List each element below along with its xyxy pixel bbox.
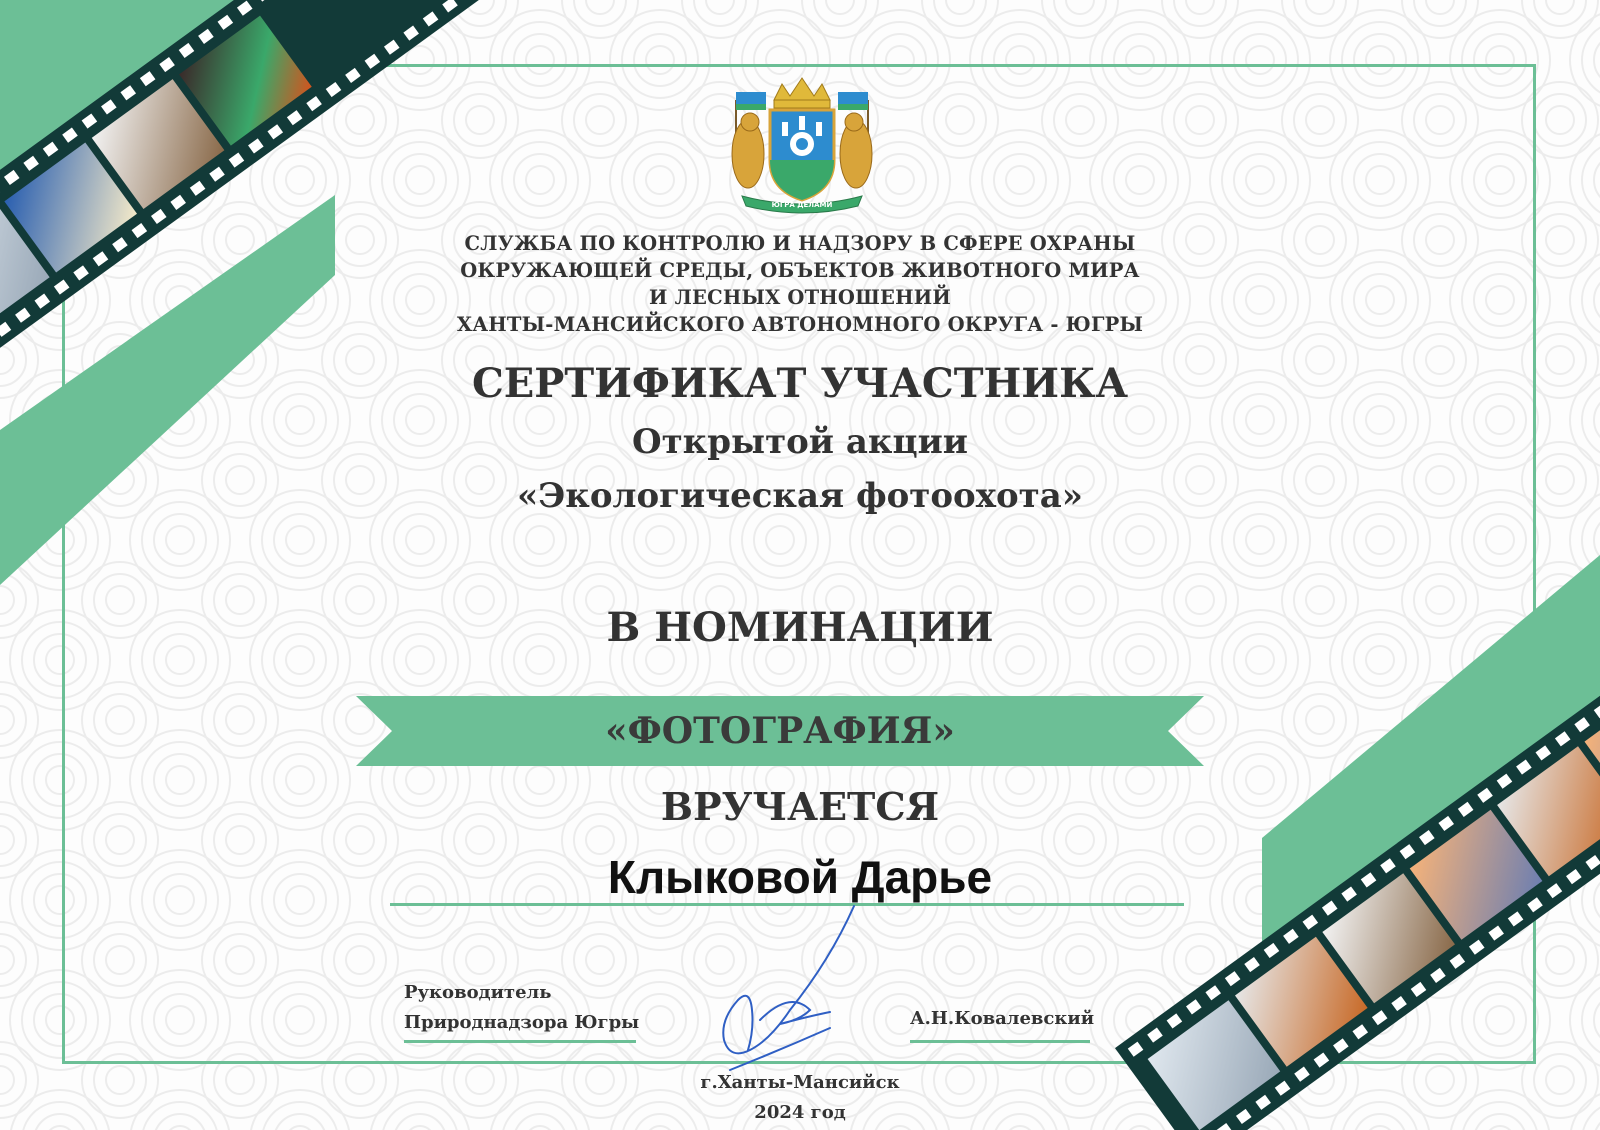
coat-of-arms-icon [722, 72, 882, 214]
nomination-label: В НОМИНАЦИИ [606, 604, 994, 651]
signatory-name: А.Н.Ковалевский [910, 1008, 1095, 1029]
organization-line: И ЛЕСНЫХ ОТНОШЕНИЙ [649, 286, 951, 309]
event-subtitle: Открытой акции [631, 422, 969, 462]
organization-line: ОКРУЖАЮЩЕЙ СРЕДЫ, ОБЪЕКТОВ ЖИВОТНОГО МИРА [460, 259, 1140, 282]
handwritten-signature [690, 900, 880, 1080]
recipient-name: Клыковой Дарье [607, 851, 993, 903]
organization-name [400, 230, 1200, 338]
issue-year: 2024 год [754, 1102, 846, 1123]
nomination-value: «ФОТОГРАФИЯ» [605, 710, 955, 752]
signatory-name-underline [910, 1040, 1090, 1043]
event-name: «Экологическая фотоохота» [516, 476, 1084, 516]
emblem-motto: ЮГРА ДЕЛАМИ [771, 201, 833, 209]
issue-city: г.Ханты-Мансийск [700, 1072, 900, 1093]
certificate-title: СЕРТИФИКАТ УЧАСТНИКА [471, 360, 1129, 407]
awarded-label: ВРУЧАЕТСЯ [660, 784, 940, 829]
signatory-role-line: Природнадзора Югры [404, 1012, 640, 1033]
signatory-role [404, 978, 639, 1038]
signatory-role-line: Руководитель [404, 982, 552, 1003]
organization-line: СЛУЖБА ПО КОНТРОЛЮ И НАДЗОРУ В СФЕРЕ ОХРАНЫ [464, 232, 1136, 255]
signatory-role-underline [404, 1040, 636, 1043]
organization-line: ХАНТЫ-МАНСИЙСКОГО АВТОНОМНОГО ОКРУГА - ЮГРЫ [456, 313, 1144, 336]
